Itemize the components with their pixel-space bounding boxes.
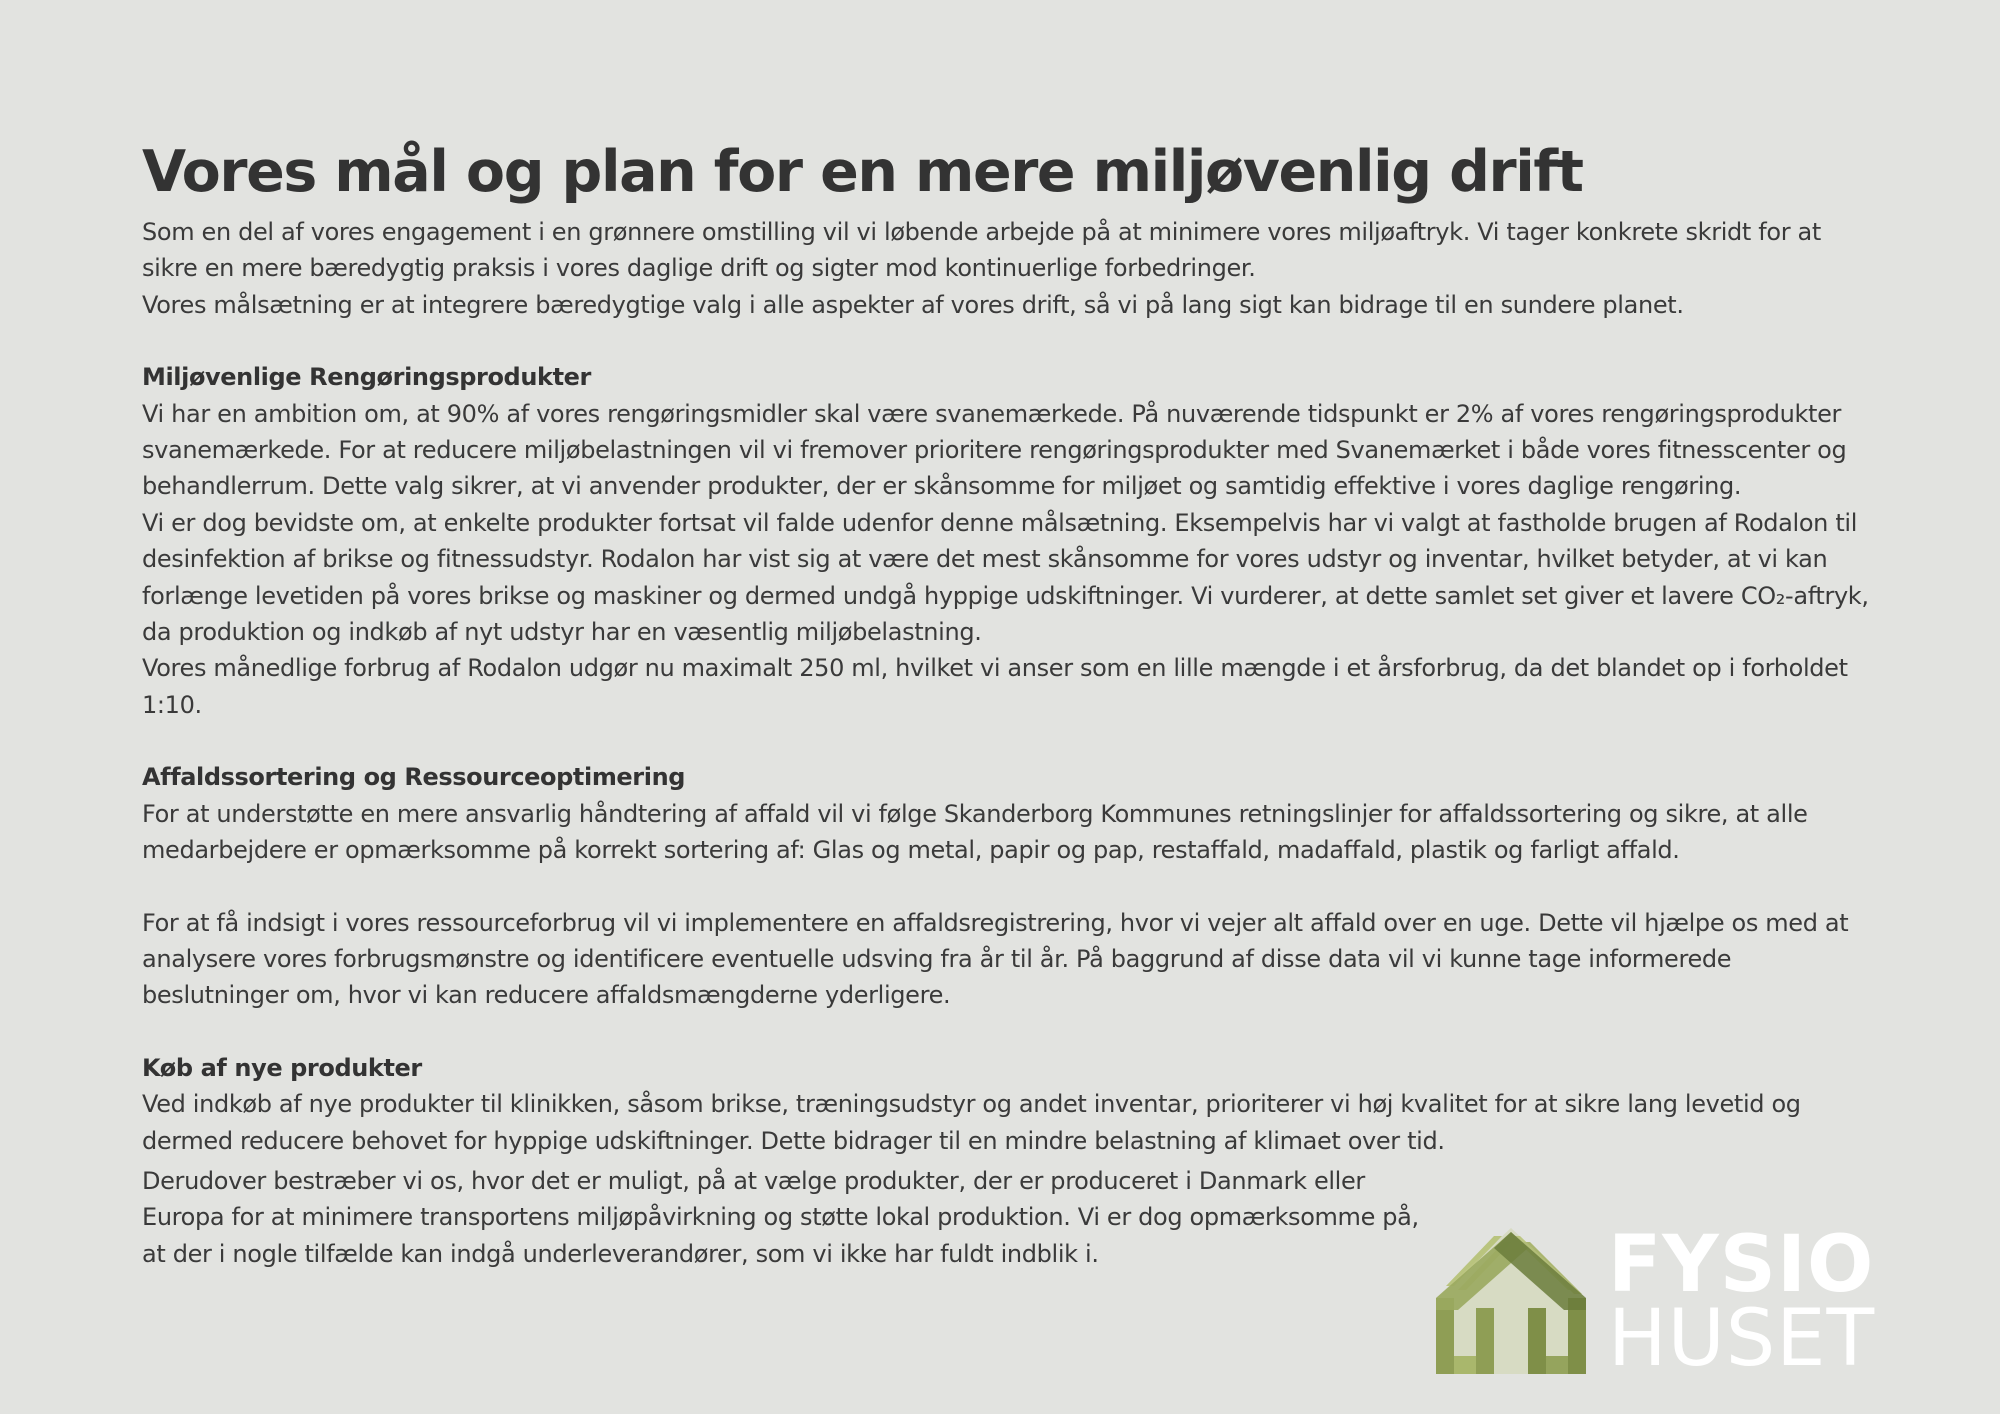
left-foot <box>1454 1356 1476 1374</box>
cleaning-paragraph-2: Vi er dog bevidste om, at enkelte produkter fortsat vil falde udenfor denne målsætning. Eksempelvis har vi valgt at fastholde brugen af Rodalon til desinfektion af brikse og fitnessudstyr. Rodalon har vist sig at være det mest skånsomme for vores udstyr og inventar, hvilket betyder, at vi kan forlænge levetiden på vores brikse og maskiner og dermed undgå hyppige udskiftninger. Vi vurderer, at dette samlet set giver et lavere CO₂-aftryk, da produktion og indkøb af nyt udstyr har en væsentlig miljøbelastning. <box>142 508 1869 647</box>
section-heading-cleaning: Miljøvenlige Rengøringsprodukter <box>142 363 591 392</box>
page-title: Vores mål og plan for en mere miljøvenlig drift <box>142 139 1583 205</box>
purchases-paragraph-2: Derudover bestræber vi os, hvor det er muligt, på at vælge produkter, der er produceret i Danmark eller Europa for at minimere transportens miljøpåvirkning og støtte lokal produktion. Vi er dog opmærksomme på, at der i nogle tilfælde kan indgå underleverandører, som vi ikke har fuldt indblik i. <box>142 1166 1419 1268</box>
fysiohuset-logo <box>1436 1220 1876 1384</box>
spacer <box>142 323 1872 359</box>
spacer <box>142 1014 1872 1050</box>
spacer <box>142 723 1872 759</box>
intro-paragraph-1: Som en del af vores engagement i en grønnere omstilling vil vi løbende arbejde på at minimere vores miljøaftryk. Vi tager konkrete skridt for at sikre en mere bæredygtig praksis i vores daglige drift og sigter mod kontinuerlige forbedringer. <box>142 218 1821 283</box>
spacer <box>142 869 1872 905</box>
cleaning-paragraph-1: Vi har en ambition om, at 90% af vores rengøringsmidler skal være svanemærkede. På nuværende tidspunkt er 2% af vores rengøringsprodukter svanemærkede. For at reducere miljøbelastningen vil vi fremover prioritere rengøringsprodukter med Svanemærket i både vores fitnesscenter og behandlerrum. Dette valg sikrer, at vi anvender produkter, der er skånsomme for miljøet og samtidig effektive i vores daglige rengøring. <box>142 399 1847 501</box>
logo-text-huset: HUSET <box>1608 1294 1876 1384</box>
section-heading-purchases: Køb af nye produkter <box>142 1053 422 1082</box>
section-heading-waste: Affaldssortering og Ressourceoptimering <box>142 763 686 792</box>
cleaning-paragraph-3: Vores månedlige forbrug af Rodalon udgør nu maximalt 250 ml, hvilket vi anser som en lille mængde i et årsforbrug, da det blandet op i forholdet 1:10. <box>142 654 1848 719</box>
house-logo-icon <box>1436 1228 1586 1374</box>
right-foot <box>1546 1356 1568 1374</box>
document-content <box>142 136 1872 1272</box>
intro-paragraph-2: Vores målsætning er at integrere bæredygtige valg i alle aspekter af vores drift, så vi på lang sigt kan bidrage til en sundere planet. <box>142 290 1684 319</box>
waste-paragraph-1: For at understøtte en mere ansvarlig håndtering af affald vil vi følge Skanderborg Kommunes retningslinjer for affaldssortering og sikre, at alle medarbejdere er opmærksomme på korrekt sortering af: Glas og metal, papir og pap, restaffald, madaffald, plastik og farligt affald. <box>142 799 1808 865</box>
waste-paragraph-2: For at få indsigt i vores ressourceforbrug vil vi implementere en affaldsregistrering, hvor vi vejer alt affald over en uge. Dette vil hjælpe os med at analysere vores forbrugsmønstre og identificere eventuelle udsving fra år til år. På baggrund af disse data vil vi kunne tage informerede beslutninger om, hvor vi kan reducere affaldsmængderne yderligere. <box>142 908 1849 1010</box>
purchases-paragraph-1: Ved indkøb af nye produkter til klinikken, såsom brikse, træningsudstyr og andet inventar, prioriterer vi høj kvalitet for at sikre lang levetid og dermed reducere behovet for hyppige udskiftninger. Dette bidrager til en mindre belastning af klimaet over tid. <box>142 1090 1801 1155</box>
logo-text-fysio: FYSIO <box>1608 1220 1875 1310</box>
